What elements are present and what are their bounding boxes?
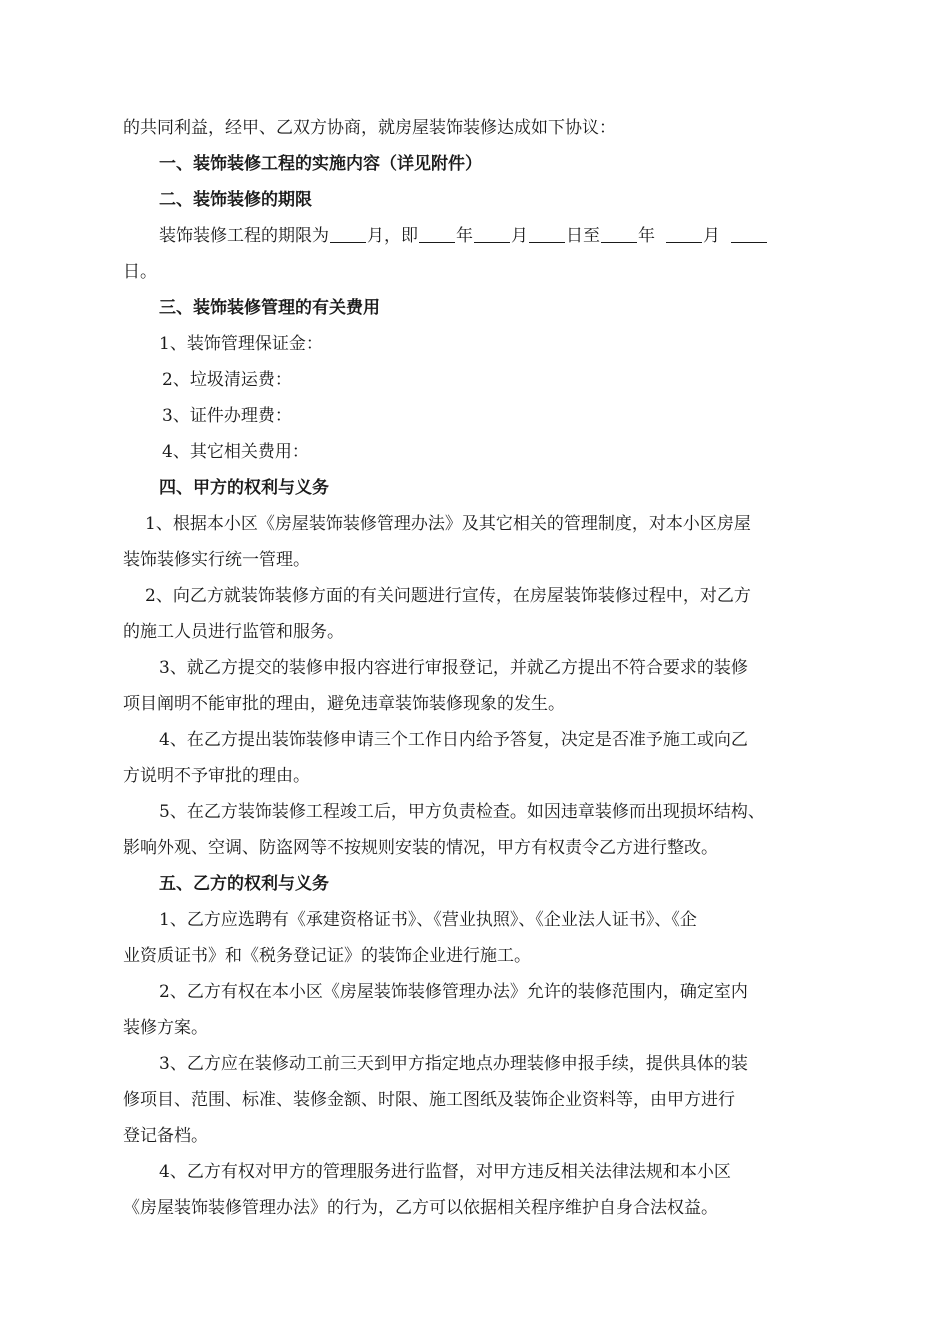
party-b-clause-line: 登记备档。 — [123, 1126, 208, 1146]
period-blank-end-year — [601, 241, 637, 243]
fee-item: 2、垃圾清运费： — [162, 370, 292, 390]
period-blank-start-year — [419, 241, 455, 243]
period-blank-months — [330, 241, 366, 243]
party-a-clause-line: 3、就乙方提交的装修申报内容进行审报登记，并就乙方提出不符合要求的装修 — [159, 658, 748, 678]
period-blank-start-month — [474, 241, 510, 243]
party-b-clause-line: 4、乙方有权对甲方的管理服务进行监督，对甲方违反相关法律法规和本小区 — [159, 1162, 731, 1182]
party-b-clause-line: 《房屋装饰装修管理办法》的行为，乙方可以依据相关程序维护自身合法权益。 — [123, 1198, 718, 1218]
party-b-clause-line: 业资质证书》和《税务登记证》的装饰企业进行施工。 — [123, 946, 531, 966]
party-a-clause-line: 2、向乙方就装饰装修方面的有关问题进行宣传，在房屋装饰装修过程中，对乙方 — [145, 586, 751, 606]
section-4-title: 四、甲方的权利与义务 — [159, 478, 329, 498]
party-a-clause-line: 的施工人员进行监管和服务。 — [123, 622, 344, 642]
intro-line: 的共同利益，经甲、乙双方协商，就房屋装饰装修达成如下协议： — [123, 118, 616, 138]
party-b-clause-line: 装修方案。 — [123, 1018, 208, 1038]
section-3-title: 三、装饰装修管理的有关费用 — [159, 298, 380, 318]
party-a-clause-line: 5、在乙方装饰装修工程竣工后，甲方负责检查。如因违章装修而出现损坏结构、 — [159, 802, 765, 822]
section-1-title: 一、装饰装修工程的实施内容（详见附件） — [159, 154, 482, 174]
period-line — [123, 218, 833, 254]
period-text-7: 月 — [703, 226, 720, 246]
section-2-title: 二、装饰装修的期限 — [159, 190, 312, 210]
period-text-6: 年 — [638, 226, 655, 246]
period-text-3: 年 — [456, 226, 473, 246]
period-text-2: 月，即 — [367, 226, 418, 246]
party-b-clause-line: 2、乙方有权在本小区《房屋装饰装修管理办法》允许的装修范围内，确定室内 — [159, 982, 748, 1002]
period-line-end: 日。 — [123, 262, 157, 282]
party-a-clause-line: 项目阐明不能审批的理由，避免违章装饰装修现象的发生。 — [123, 694, 565, 714]
fee-item: 1、装饰管理保证金： — [159, 334, 323, 354]
party-b-clause-line: 3、乙方应在装修动工前三天到甲方指定地点办理装修申报手续，提供具体的装 — [159, 1054, 748, 1074]
period-blank-end-day — [731, 241, 767, 243]
party-b-clause-line: 修项目、范围、标准、装修金额、时限、施工图纸及装饰企业资料等，由甲方进行 — [123, 1090, 735, 1110]
fee-item: 4、其它相关费用： — [162, 442, 309, 462]
period-blank-start-day — [529, 241, 565, 243]
party-b-clause-line: 1、乙方应选聘有《承建资格证书》、《营业执照》、《企业法人证书》、《企 — [159, 910, 697, 930]
period-text-5: 日至 — [566, 226, 600, 246]
party-a-clause-line: 装饰装修实行统一管理。 — [123, 550, 310, 570]
period-text-1: 装饰装修工程的期限为 — [159, 226, 329, 246]
period-text-4: 月 — [511, 226, 528, 246]
party-a-clause-line: 4、在乙方提出装饰装修申请三个工作日内给予答复，决定是否准予施工或向乙 — [159, 730, 748, 750]
section-5-title: 五、乙方的权利与义务 — [159, 874, 329, 894]
party-a-clause-line: 1、根据本小区《房屋装饰装修管理办法》及其它相关的管理制度，对本小区房屋 — [145, 514, 751, 534]
fee-item: 3、证件办理费： — [162, 406, 292, 426]
party-a-clause-line: 方说明不予审批的理由。 — [123, 766, 310, 786]
period-blank-end-month — [666, 241, 702, 243]
party-a-clause-line: 影响外观、空调、防盗网等不按规则安装的情况，甲方有权责令乙方进行整改。 — [123, 838, 718, 858]
document-page — [123, 110, 833, 1226]
